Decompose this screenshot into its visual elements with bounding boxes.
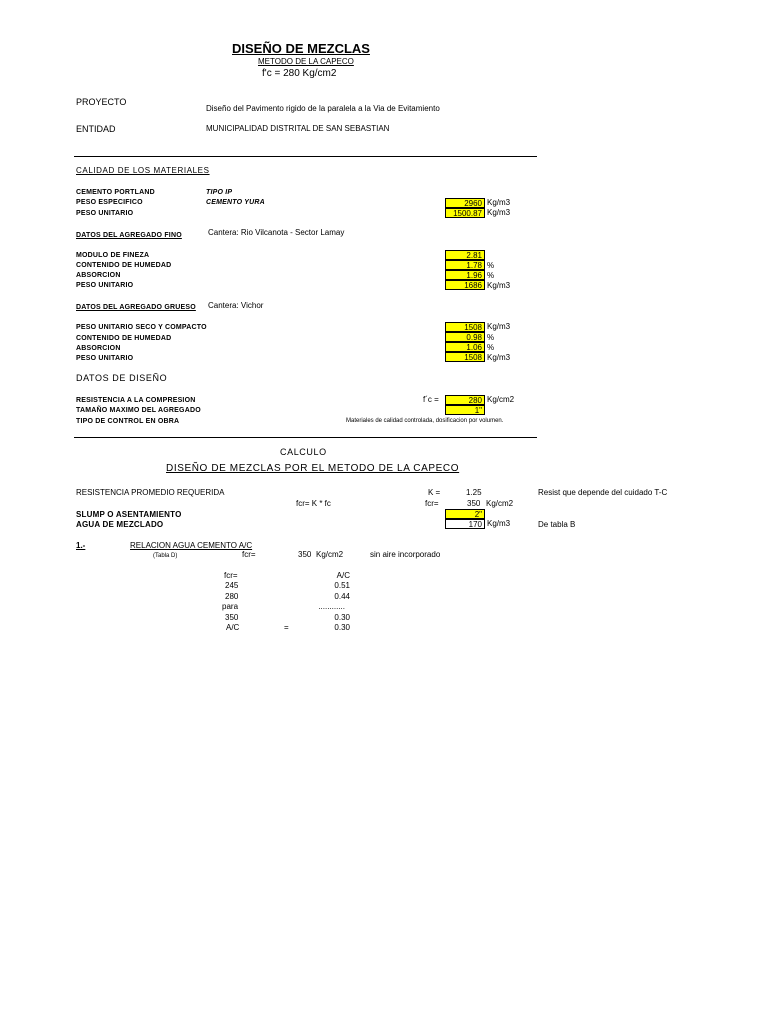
design-heading: DATOS DE DISEÑO	[76, 373, 168, 383]
fine-row-cell[interactable]: 1.78	[445, 260, 485, 270]
max-size-cell[interactable]: 1"	[445, 405, 485, 415]
proyecto-label: PROYECTO	[76, 97, 127, 107]
interp-b: ............	[318, 602, 345, 611]
coarse-row-label: PESO UNITARIO SECO Y COMPACTO	[76, 324, 207, 331]
fine-row-cell[interactable]: 1.96	[445, 270, 485, 280]
coarse-row-cell[interactable]: 1.06	[445, 342, 485, 352]
design-strength-heading: f'c = 280 Kg/cm2	[262, 68, 337, 79]
fcr-label: fcr=	[425, 499, 439, 508]
cement-pu-cell[interactable]: 1500.87	[445, 208, 485, 218]
page-title: DISEÑO DE MEZCLAS	[232, 41, 370, 56]
resistance-symbol: f´c =	[423, 395, 439, 404]
fine-row-label: MODULO DE FINEZA	[76, 252, 150, 259]
interp-b: A/C	[336, 571, 350, 580]
interp-b: 0.44	[334, 592, 350, 601]
resistance-unit: Kg/cm2	[487, 395, 515, 404]
coarse-row-label: PESO UNITARIO	[76, 355, 134, 362]
k-value: 1.25	[466, 488, 482, 497]
rpr-label: RESISTENCIA PROMEDIO REQUERIDA	[76, 488, 225, 497]
fine-row-label: CONTENIDO DE HUMEDAD	[76, 262, 172, 269]
coarse-row-unit: Kg/m3	[487, 353, 511, 362]
fine-row-label: PESO UNITARIO	[76, 282, 134, 289]
interp-a: para	[222, 602, 239, 611]
coarse-row-cell[interactable]: 1508	[445, 352, 485, 362]
k-note: Resist que depende del cuidado T-C	[538, 488, 668, 497]
slump-cell[interactable]: 2"	[445, 509, 485, 519]
divider-1	[74, 156, 537, 157]
fine-row-unit: %	[487, 261, 495, 270]
cement-pu-unit: Kg/m3	[487, 208, 511, 217]
materials-heading: CALIDAD DE LOS MATERIALES	[76, 166, 210, 175]
resistance-cell[interactable]: 280	[445, 395, 485, 405]
interp-a: 280	[225, 592, 239, 601]
resistance-label: RESISTENCIA A LA COMPRESION	[76, 397, 196, 404]
cement-label: CEMENTO PORTLAND	[76, 189, 155, 196]
max-size-label: TAMAÑO MAXIMO DEL AGREGADO	[76, 407, 201, 414]
proyecto-value: Diseño del Pavimento rigido de la paralela a la Via de Evitamiento	[206, 104, 440, 113]
coarse-heading: DATOS DEL AGREGADO GRUESO	[76, 304, 196, 311]
fine-heading: DATOS DEL AGREGADO FINO	[76, 232, 182, 239]
water-note: De tabla B	[538, 520, 576, 529]
coarse-quarry: Cantera: Vichor	[208, 301, 264, 310]
coarse-row-unit: %	[487, 343, 495, 352]
divider-2	[74, 437, 537, 438]
interp-a: 245	[225, 581, 239, 590]
ac-value: 0.30	[334, 623, 350, 632]
step1-number: 1.-	[76, 541, 86, 550]
fine-quarry: Cantera: Rio Vilcanota - Sector Lamay	[208, 228, 345, 237]
step1-fcr-unit: Kg/cm2	[316, 550, 344, 559]
coarse-row-unit: %	[487, 333, 495, 342]
cement-pe-cell[interactable]: 2960	[445, 198, 485, 208]
coarse-row-cell[interactable]: 0.98	[445, 332, 485, 342]
method-subtitle: METODO DE LA CAPECO	[258, 57, 354, 66]
ac-label: A/C	[226, 623, 240, 632]
step1-table-ref: (Tabla D)	[153, 553, 178, 559]
interp-b: 0.30	[334, 613, 350, 622]
control-label: TIPO DE CONTROL EN OBRA	[76, 418, 180, 425]
calc-heading: CALCULO	[280, 447, 327, 457]
cement-pe-unit: Kg/m3	[487, 198, 511, 207]
fcr-unit: Kg/cm2	[486, 499, 514, 508]
entidad-label: ENTIDAD	[76, 124, 116, 134]
cement-brand: CEMENTO YURA	[206, 199, 265, 206]
step1-air-note: sin aire incorporado	[370, 550, 441, 559]
interp-b: 0.51	[334, 581, 350, 590]
water-unit: Kg/m3	[487, 519, 511, 528]
control-note: Materiales de calidad controlada, dosificacion por volumen.	[346, 418, 504, 424]
entidad-value: MUNICIPALIDAD DISTRITAL DE SAN SEBASTIAN	[206, 124, 390, 133]
water-cell[interactable]: 170	[445, 519, 485, 529]
cement-pe-label: PESO ESPECIFICO	[76, 199, 143, 206]
k-label: K =	[428, 488, 441, 497]
fcr-formula: fcr= K * fc	[296, 499, 331, 508]
step1-fcr-label: fcr=	[242, 550, 256, 559]
interp-a: fcr=	[224, 571, 238, 580]
coarse-row-unit: Kg/m3	[487, 322, 511, 331]
coarse-row-cell[interactable]: 1508	[445, 322, 485, 332]
interp-a: 350	[225, 613, 239, 622]
water-label: AGUA DE MEZCLADO	[76, 520, 164, 529]
coarse-row-label: CONTENIDO DE HUMEDAD	[76, 335, 172, 342]
slump-label: SLUMP O ASENTAMIENTO	[76, 510, 182, 519]
fine-row-cell[interactable]: 2.81	[445, 250, 485, 260]
step1-title: RELACION AGUA CEMENTO A/C	[130, 541, 253, 550]
fine-row-unit: %	[487, 271, 495, 280]
fine-row-unit: Kg/m3	[487, 281, 511, 290]
cement-type: TIPO IP	[206, 189, 233, 196]
fine-row-cell[interactable]: 1686	[445, 280, 485, 290]
ac-equals: =	[284, 623, 289, 632]
fine-row-label: ABSORCION	[76, 272, 121, 279]
cement-pu-label: PESO UNITARIO	[76, 210, 134, 217]
fcr-value: 350	[467, 499, 481, 508]
coarse-row-label: ABSORCION	[76, 345, 121, 352]
step1-fcr-value: 350	[298, 550, 312, 559]
calc-subheading: DISEÑO DE MEZCLAS POR EL METODO DE LA CAPECO	[166, 463, 460, 474]
